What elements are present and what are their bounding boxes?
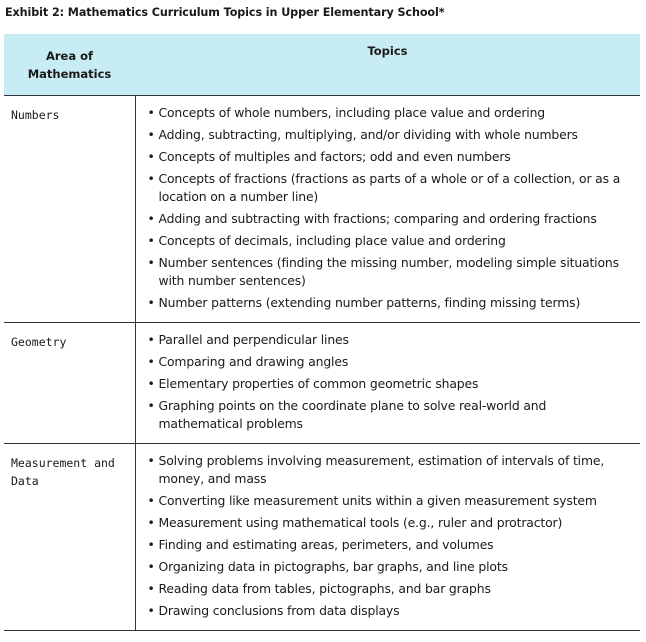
topic-list [136,323,641,443]
area-cell: Measurement and Data [4,444,135,631]
table-header-row [4,34,640,96]
area-cell: Numbers [4,96,135,323]
exhibit-title: Exhibit 2: Mathematics Curriculum Topics in Upper Elementary School* [5,6,445,19]
topic-item: • Number patterns (extending number patterns, finding missing terms) [148,294,633,312]
header-area [4,34,135,96]
topic-list [136,444,641,630]
topic-item: • Concepts of decimals, including place value and ordering [148,232,633,250]
topic-item: • Elementary properties of common geometric shapes [148,375,633,393]
topic-item: • Comparing and drawing angles [148,353,633,371]
topic-item: • Adding and subtracting with fractions; comparing and ordering fractions [148,210,633,228]
topic-list [136,96,641,322]
topic-item: • Number sentences (finding the missing number, modeling simple situations with number sentences) [148,254,633,290]
topic-item: • Finding and estimating areas, perimeters, and volumes [148,536,633,554]
topic-item: • Concepts of multiples and factors; odd and even numbers [148,148,633,166]
topics-cell [135,444,640,631]
topic-item: • Concepts of whole numbers, including place value and ordering [148,104,633,122]
topic-item: • Drawing conclusions from data displays [148,602,633,620]
table-row-measurement [4,444,640,631]
area-cell: Geometry [4,323,135,444]
topic-item: • Graphing points on the coordinate plane to solve real-world and mathematical problems [148,397,633,433]
topic-item: • Parallel and perpendicular lines [148,331,633,349]
topic-item: • Measurement using mathematical tools (e.g., ruler and protractor) [148,514,633,532]
topics-cell [135,323,640,444]
header-topics [135,34,640,96]
topic-item: • Organizing data in pictographs, bar graphs, and line plots [148,558,633,576]
header-area-label: Area of Mathematics [27,48,112,81]
topics-cell [135,96,640,323]
topic-item: • Reading data from tables, pictographs, and bar graphs [148,580,633,598]
curriculum-table [4,34,640,631]
topic-item: • Adding, subtracting, multiplying, and/or dividing with whole numbers [148,126,633,144]
header-topics-label: Topics [367,44,408,58]
topic-item: • Solving problems involving measurement, estimation of intervals of time, money, and mass [148,452,633,488]
table-row-numbers [4,96,640,323]
table-row-geometry [4,323,640,444]
topic-item: • Converting like measurement units within a given measurement system [148,492,633,510]
topic-item: • Concepts of fractions (fractions as parts of a whole or of a collection, or as a location on a number line) [148,170,633,206]
